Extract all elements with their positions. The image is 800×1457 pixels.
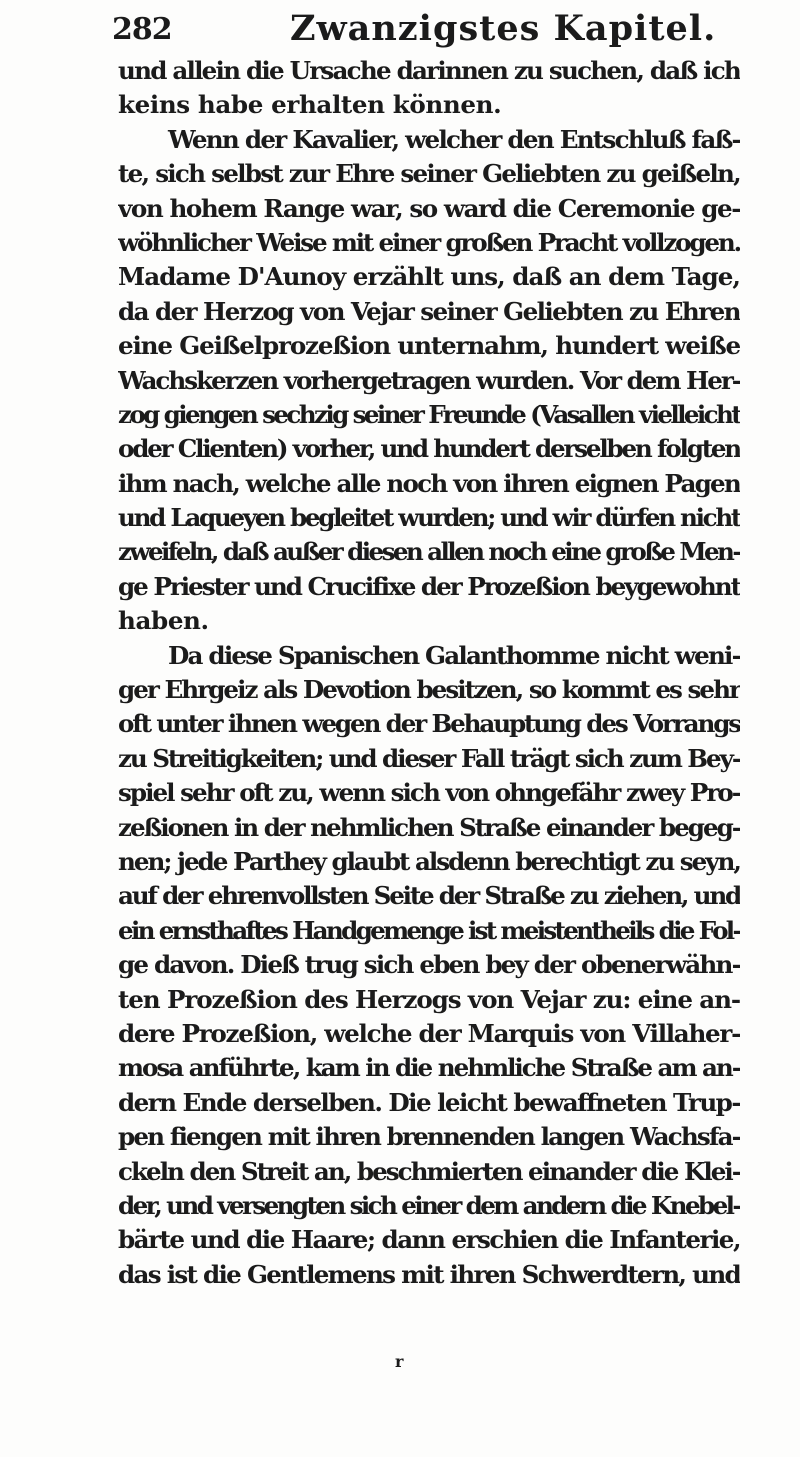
text-line: ckeln den Streit an, beschmierten einander die Klei- <box>118 1156 740 1186</box>
text-line: ge davon. Dieß trug sich eben bey der obenerwähn- <box>118 950 740 980</box>
text-line: ein ernsthaftes Handgemenge ist meistentheils die Fol- <box>118 915 740 945</box>
text-line: oft unter ihnen wegen der Behauptung des Vorrangs <box>118 709 740 739</box>
text-line: auf der ehrenvollsten Seite der Straße zu ziehen, und <box>118 881 740 911</box>
text-line: pen fiengen mit ihren brennenden langen Wachsfa- <box>118 1122 740 1152</box>
text-line: nen; jede Parthey glaubt alsdenn berechtigt zu seyn, <box>118 846 740 876</box>
text-line: bärte und die Haare; dann erschien die Infanterie, <box>118 1225 740 1255</box>
text-line: spiel sehr oft zu, wenn sich von ohngefähr zwey Pro- <box>118 778 740 808</box>
text-line: wöhnlicher Weise mit einer großen Pracht vollzogen. <box>118 227 740 257</box>
text-line: das ist die Gentlemens mit ihren Schwerdtern, und <box>118 1259 740 1289</box>
text-line: Wenn der Kavalier, welcher den Entschluß faß- <box>168 124 740 154</box>
signature-mark: r <box>395 1352 404 1371</box>
text-line: zu Streitigkeiten; und dieser Fall trägt sich zum Bey- <box>118 743 740 773</box>
text-line: eine Geißelprozeßion unternahm, hundert weiße <box>118 331 740 361</box>
text-line: mosa anführte, kam in die nehmliche Straße am an- <box>118 1053 740 1083</box>
text-line: zog giengen sechzig seiner Freunde (Vasallen vielleicht <box>118 399 740 429</box>
text-line: Da diese Spanischen Galanthomme nicht weni- <box>168 640 740 670</box>
text-line: von hohem Range war, so ward die Ceremonie ge- <box>118 193 740 223</box>
running-head: Zwanzigstes Kapitel. <box>290 8 717 49</box>
page-header <box>112 6 732 56</box>
text-line: Madame D'Aunoy erzählt uns, daß an dem Tage, <box>118 262 740 292</box>
text-line: der, und versengten sich einer dem andern die Knebel- <box>118 1190 740 1220</box>
text-line: Wachskerzen vorhergetragen wurden. Vor dem Her- <box>118 365 740 395</box>
text-line: ten Prozeßion des Herzogs von Vejar zu: eine an- <box>118 984 740 1014</box>
text-line: da der Herzog von Vejar seiner Geliebten zu Ehren <box>118 296 740 326</box>
body-text <box>118 54 740 1292</box>
text-line: haben. <box>118 606 209 636</box>
text-line: ger Ehrgeiz als Devotion besitzen, so kommt es sehr <box>118 675 740 705</box>
text-line: oder Clienten) vorher, und hundert derselben folgten <box>118 434 740 464</box>
text-line: dere Prozeßion, welche der Marquis von Villaher- <box>118 1018 740 1048</box>
text-line: te, sich selbst zur Ehre seiner Geliebten zu geißeln, <box>118 159 740 189</box>
text-line: zweifeln, daß außer diesen allen noch eine große Men- <box>118 537 740 567</box>
text-line: und Laqueyen begleitet wurden; und wir dürfen nicht <box>118 503 740 533</box>
text-line: ge Priester und Crucifixe der Prozeßion beygewohnt <box>118 571 740 601</box>
text-line: dern Ende derselben. Die leicht bewaffneten Trup- <box>118 1087 740 1117</box>
text-line: ihm nach, welche alle noch von ihren eignen Pagen <box>118 468 740 498</box>
page-number: 282 <box>112 12 172 47</box>
text-line: und allein die Ursache darinnen zu suchen, daß ich <box>118 56 740 85</box>
text-line: keins habe erhalten können. <box>118 90 502 120</box>
text-line: zeßionen in der nehmlichen Straße einander begeg- <box>118 812 740 842</box>
